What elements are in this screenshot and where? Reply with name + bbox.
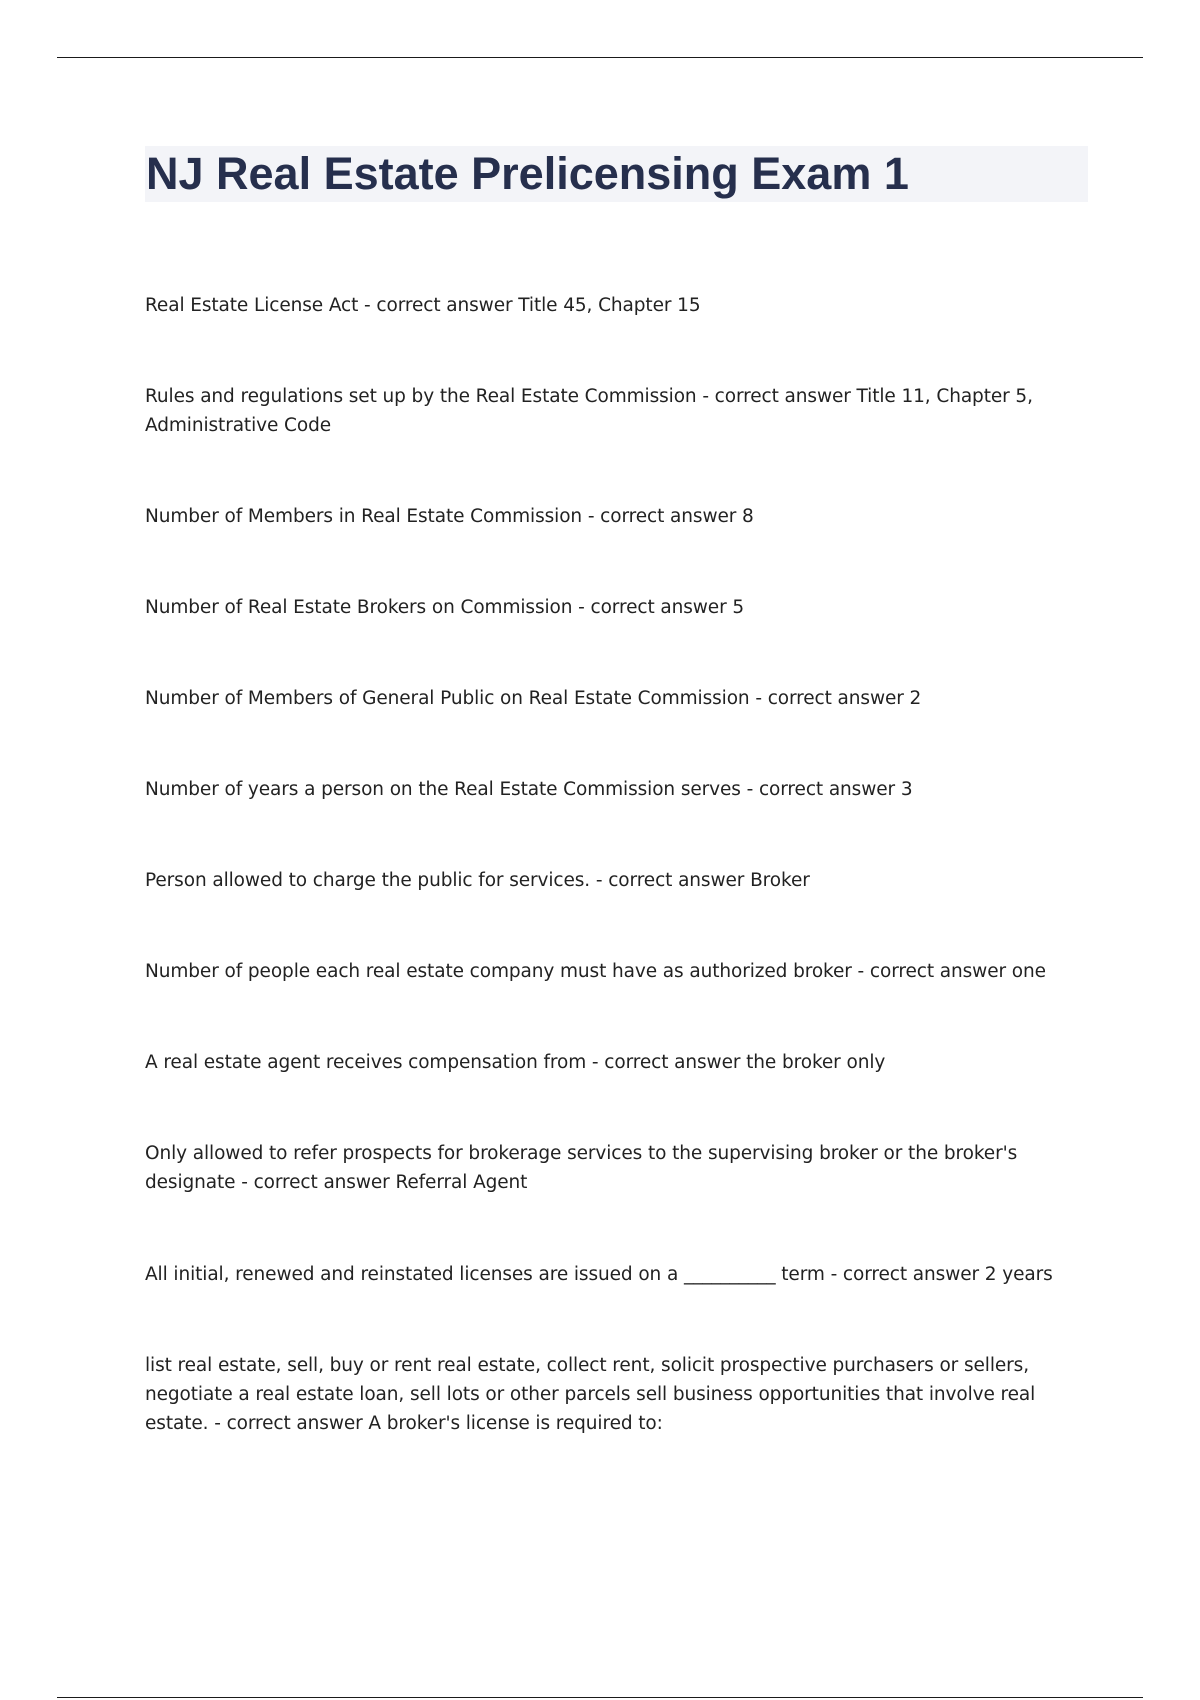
qa-entry: Number of Real Estate Brokers on Commission - correct answer 5 bbox=[145, 597, 745, 618]
qa-entry: Only allowed to refer prospects for brokerage services to the supervising broker or the broker's designate - correct answer Referral Agent bbox=[145, 1143, 1018, 1193]
qa-entry: Number of Members of General Public on Real Estate Commission - correct answer 2 bbox=[145, 688, 922, 709]
qa-entry: Number of years a person on the Real Estate Commission serves - correct answer 3 bbox=[145, 779, 913, 800]
qa-entry: Rules and regulations set up by the Real Estate Commission - correct answer Title 11, Chapter 5, Administrative Code bbox=[145, 386, 1033, 436]
qa-entry: A real estate agent receives compensation from - correct answer the broker only bbox=[145, 1052, 886, 1073]
page-title: NJ Real Estate Prelicensing Exam 1 bbox=[146, 148, 909, 199]
qa-entry: Real Estate License Act - correct answer Title 45, Chapter 15 bbox=[145, 295, 701, 316]
qa-entry: list real estate, sell, buy or rent real estate, collect rent, solicit prospective purchasers or sellers, negotiate a real estate loan, sell lots or other parcels sell business opportunities that involve real estate. - correct answer A broker's license is required to: bbox=[145, 1355, 1036, 1434]
bottom-rule bbox=[57, 1697, 1143, 1698]
qa-entry: Number of Members in Real Estate Commission - correct answer 8 bbox=[145, 506, 754, 527]
top-rule bbox=[57, 57, 1143, 58]
qa-entry: Person allowed to charge the public for services. - correct answer Broker bbox=[145, 870, 810, 891]
qa-entry: Number of people each real estate company must have as authorized broker - correct answer one bbox=[145, 961, 1046, 982]
qa-entry: All initial, renewed and reinstated licenses are issued on a __________ term - correct answer 2 years bbox=[145, 1264, 1053, 1285]
